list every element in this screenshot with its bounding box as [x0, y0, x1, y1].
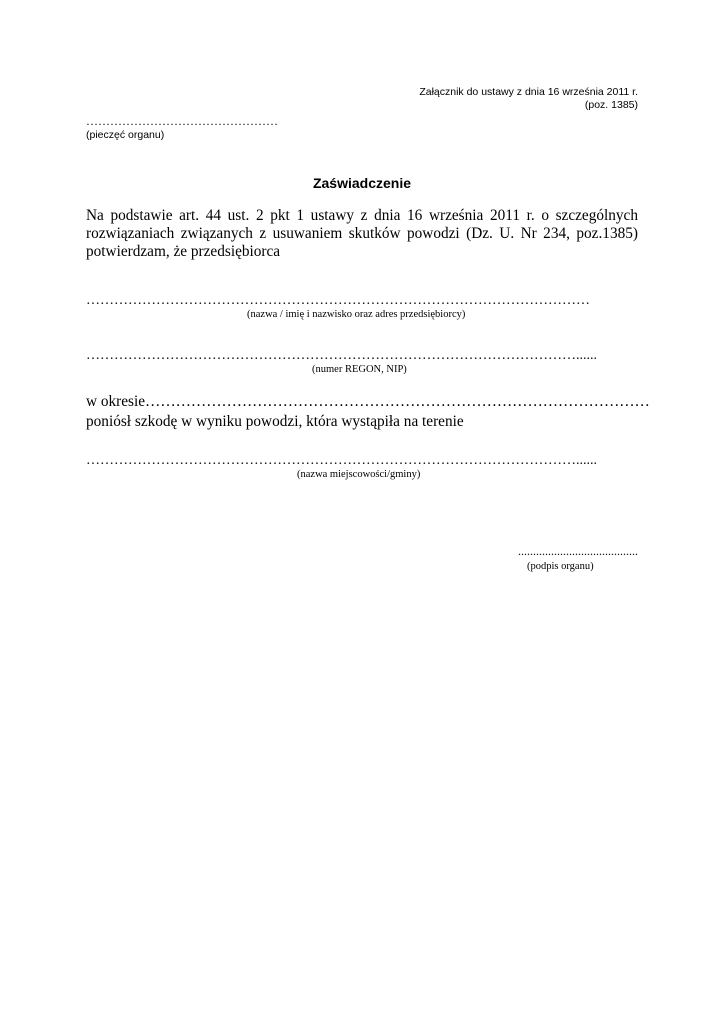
seal-block: [86, 115, 278, 142]
seal-caption: (pieczęć organu): [86, 129, 165, 141]
document-title: Zaświadczenie: [312, 175, 412, 191]
attachment-line: Załącznik do ustawy z dnia 16 września 2011 r.: [419, 86, 638, 98]
signature-caption: (podpis organu): [527, 561, 594, 572]
regon-nip-dots: ……………………………………………………………………………………………......: [86, 348, 597, 363]
locality-caption: (nazwa miejscowości/gminy): [297, 469, 421, 480]
entrepreneur-dots: ………………………………………………………………………………………………: [86, 293, 590, 308]
seal-dots: …………………………………………: [86, 114, 278, 128]
period-line: w okresie………………………………………………………………………………………: [86, 393, 650, 410]
regon-nip-caption: (numer REGON, NIP): [312, 364, 407, 375]
body-paragraph: Na podstawie art. 44 ust. 2 pkt 1 ustawy z dnia 16 września 2011 r. o szczególnych rozwiązaniach związanych z usuwaniem skutków powodzi (Dz. U. Nr 234, poz.1385) potwierdzam, że przedsiębiorca: [86, 207, 638, 260]
locality-dots: ……………………………………………………………………………………………......: [86, 453, 597, 468]
signature-dots: ........................................: [518, 544, 638, 558]
entrepreneur-caption: (nazwa / imię i nazwisko oraz adres przedsiębiorcy): [247, 309, 466, 320]
attachment-position: (poz. 1385): [584, 99, 638, 111]
attachment-note: [419, 86, 638, 112]
damage-statement: poniósł szkodę w wyniku powodzi, która wystąpiła na terenie: [86, 413, 464, 430]
